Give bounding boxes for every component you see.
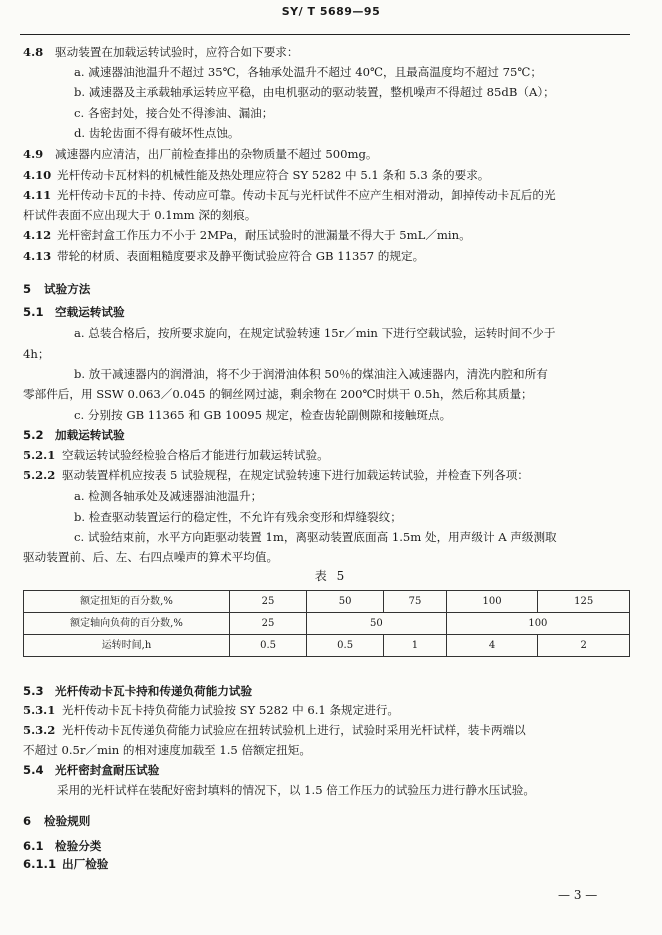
table-cell: 125 bbox=[538, 591, 630, 613]
clause-number: 4.11 bbox=[23, 188, 52, 202]
table-cell: 1 bbox=[384, 635, 447, 657]
clause-text: a. 减速器油池温升不超过 35℃，各轴承处温升不超过 40℃，且最高温度均不超过 75℃； bbox=[74, 65, 542, 79]
heading-text: 检验规则 bbox=[44, 814, 91, 828]
clause-text: 光杆密封盒工作压力不小于 2MPa，耐压试验时的泄漏量不得大于 5mL／min。 bbox=[57, 228, 471, 242]
clause-text: 光杆传动卡瓦传递负荷能力试验应在扭转试验机上进行，试验时采用光杆试样，装卡两端以 bbox=[62, 723, 526, 737]
table-row bbox=[24, 613, 630, 635]
clause-text: 光杆传动卡瓦卡持负荷能力试验按 SY 5282 中 6.1 条规定进行。 bbox=[62, 703, 400, 717]
clause-text: 光杆传动卡瓦的卡持、传动应可靠。传动卡瓦与光杆试件不应产生相对滑动，卸掉传动卡瓦后的光 bbox=[57, 188, 556, 202]
clause-number: 5.3.1 bbox=[23, 703, 56, 717]
clause-text: 减速器内应清洁，出厂前检查排出的杂物质量不超过 500mg。 bbox=[55, 147, 378, 161]
clause-text: 驱动装置前、后、左、右四点噪声的算术平均值。 bbox=[23, 550, 279, 564]
clause-number: 4.8 bbox=[23, 45, 44, 59]
table-cell: 25 bbox=[230, 591, 307, 613]
clause-number: 5.3.2 bbox=[23, 723, 56, 737]
clause-number: 5.2.2 bbox=[23, 468, 56, 482]
table-cell: 100 bbox=[446, 613, 629, 635]
table-cell: 0.5 bbox=[307, 635, 384, 657]
table-row bbox=[24, 591, 630, 613]
clause-number: 6.1.1 bbox=[23, 857, 57, 871]
heading-text: 加载运转试验 bbox=[55, 428, 125, 442]
clause-text: b. 放干减速器内的润滑油，将不少于润滑油体积 50％的煤油注入减速器内，清洗内腔和所有 bbox=[74, 367, 548, 381]
clause-number: 6 bbox=[23, 814, 32, 828]
clause-text: b. 减速器及主承载轴承运转应平稳，由电机驱动的驱动装置，整机噪声不得超过 85dB（A）； bbox=[74, 85, 555, 99]
test-procedure-table bbox=[23, 590, 630, 657]
clause-number: 4.10 bbox=[23, 168, 52, 182]
table-cell: 75 bbox=[384, 591, 447, 613]
table-cell: 4 bbox=[446, 635, 538, 657]
clause-text: 4h； bbox=[23, 347, 50, 361]
clause-text: d. 齿轮齿面不得有破坏性点蚀。 bbox=[74, 126, 240, 140]
clause-text: 不超过 0.5r／min 的相对速度加载至 1.5 倍额定扭矩。 bbox=[23, 743, 312, 757]
clause-text: 带轮的材质、表面粗糙度要求及静平衡试验应符合 GB 11357 的规定。 bbox=[57, 249, 425, 263]
clause-text: a. 检测各轴承处及减速器油池温升； bbox=[74, 489, 263, 503]
clause-number: 4.9 bbox=[23, 147, 44, 161]
document-header: SY/ T 5689—95 bbox=[281, 5, 381, 18]
table-cell: 50 bbox=[307, 613, 447, 635]
clause-text: c. 分别按 GB 11365 和 GB 10095 规定，检查齿轮副侧隙和接触斑点。 bbox=[74, 408, 452, 422]
clause-text: 驱动装置样机应按表 5 试验规程，在规定试验转速下进行加载运转试验，并检查下列各项： bbox=[62, 468, 529, 482]
row-label: 额定轴向负荷的百分数,% bbox=[24, 613, 230, 635]
clause-text: 驱动装置在加载运转试验时，应符合如下要求： bbox=[55, 45, 299, 59]
clause-number: 4.13 bbox=[23, 249, 52, 263]
clause-number: 5.2 bbox=[23, 428, 44, 442]
clause-number: 5.4 bbox=[23, 763, 44, 777]
clause-number: 5 bbox=[23, 282, 32, 296]
clause-text: 零部件后，用 SSW 0.063／0.045 的铜丝网过滤，剩余物在 200℃时烘干 0.5h，然后称其质量； bbox=[23, 387, 533, 401]
heading-text: 检验分类 bbox=[55, 839, 102, 853]
table-cell: 25 bbox=[230, 613, 307, 635]
page-number: — 3 — bbox=[558, 888, 598, 902]
heading-text: 空载运转试验 bbox=[55, 305, 125, 319]
row-label: 运转时间,h bbox=[24, 635, 230, 657]
heading-text: 出厂检验 bbox=[62, 857, 109, 871]
heading-text: 光杆密封盒耐压试验 bbox=[55, 763, 160, 777]
clause-number: 5.3 bbox=[23, 684, 44, 698]
table-cell: 0.5 bbox=[230, 635, 307, 657]
heading-text: 光杆传动卡瓦卡持和传递负荷能力试验 bbox=[55, 684, 253, 698]
clause-text: 采用的光杆试样在装配好密封填料的情况下，以 1.5 倍工作压力的试验压力进行静水压试验。 bbox=[57, 783, 535, 797]
clause-text: 杆试件表面不应出现大于 0.1mm 深的刻痕。 bbox=[23, 208, 257, 222]
clause-text: 光杆传动卡瓦材料的机械性能及热处理应符合 SY 5282 中 5.1 条和 5.3 条的要求。 bbox=[57, 168, 490, 182]
clause-text: c. 各密封处，接合处不得渗油、漏油； bbox=[74, 106, 274, 120]
table-row bbox=[24, 635, 630, 657]
clause-text: c. 试验结束前，水平方向距驱动装置 1m，离驱动装置底面高 1.5m 处，用声级计 A 声级测取 bbox=[74, 530, 557, 544]
clause-text: 空载运转试验经检验合格后才能进行加载运转试验。 bbox=[62, 448, 329, 462]
table-cell: 50 bbox=[307, 591, 384, 613]
clause-text: a. 总装合格后，按所要求旋向，在规定试验转速 15r／min 下进行空载试验，运转时间不少于 bbox=[74, 326, 556, 340]
header-divider bbox=[20, 34, 630, 35]
heading-text: 试验方法 bbox=[44, 282, 91, 296]
clause-number: 5.2.1 bbox=[23, 448, 56, 462]
clause-text: b. 检查驱动装置运行的稳定性，不允许有残余变形和焊缝裂纹； bbox=[74, 510, 402, 524]
row-label: 额定扭矩的百分数,% bbox=[24, 591, 230, 613]
clause-number: 4.12 bbox=[23, 228, 52, 242]
clause-number: 5.1 bbox=[23, 305, 44, 319]
table-caption: 表 5 bbox=[314, 569, 348, 583]
table-cell: 100 bbox=[446, 591, 538, 613]
table-cell: 2 bbox=[538, 635, 630, 657]
clause-number: 6.1 bbox=[23, 839, 44, 853]
